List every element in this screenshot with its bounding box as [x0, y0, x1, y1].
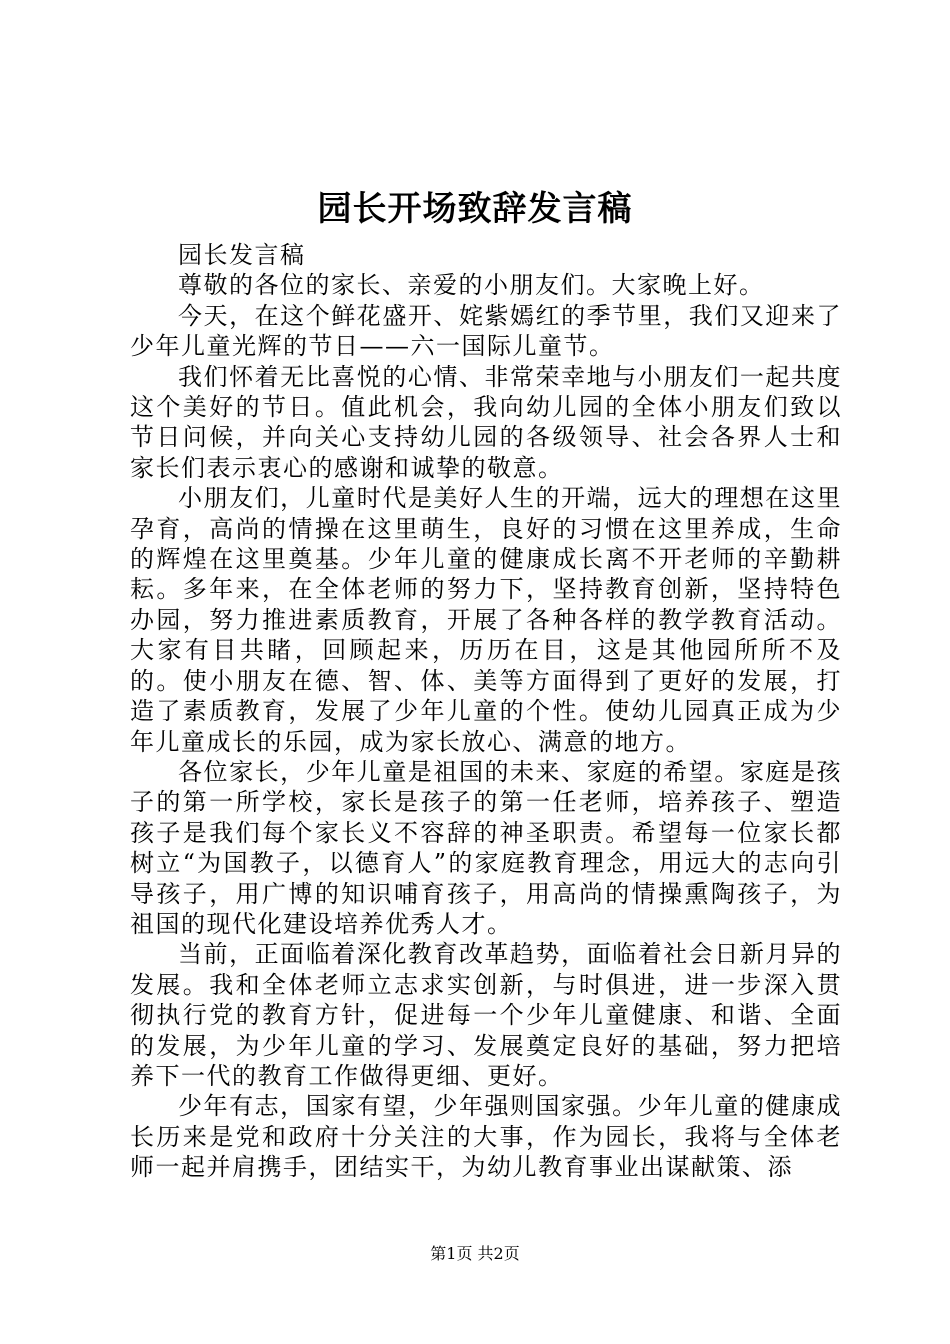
paragraph: 今天，在这个鲜花盛开、姹紫嫣红的季节里，我们又迎来了少年儿童光辉的节日——六一国际儿童节。 — [130, 301, 842, 361]
document-body — [130, 240, 842, 1183]
paragraph: 各位家长，少年儿童是祖国的未来、家庭的希望。家庭是孩子的第一所学校，家长是孩子的第一任老师，培养孩子、塑造孩子是我们每个家长义不容辞的神圣职责。希望每一位家长都树立“为国教子，以德育人”的家庭教育理念，用远大的志向引导孩子，用广博的知识哺育孩子，用高尚的情操熏陶孩子，为祖国的现代化建设培养优秀人才。 — [130, 757, 842, 938]
paragraph: 我们怀着无比喜悦的心情、非常荣幸地与小朋友们一起共度这个美好的节日。值此机会，我向幼儿园的全体小朋友们致以节日问候，并向关心支持幼儿园的各级领导、社会各界人士和家长们表示衷心的感谢和诚挚的敬意。 — [130, 362, 842, 482]
paragraph: 少年有志，国家有望，少年强则国家强。少年儿童的健康成长历来是党和政府十分关注的大事，作为园长，我将与全体老师一起并肩携手，团结实干，为幼儿教育事业出谋献策、添 — [130, 1092, 842, 1182]
page-number-footer: 第1页 共2页 — [430, 1244, 520, 1263]
paragraph-heading: 园长发言稿 — [178, 241, 306, 269]
document-title: 园长开场致辞发言稿 — [317, 189, 633, 229]
paragraph: 当前，正面临着深化教育改革趋势，面临着社会日新月异的发展。我和全体老师立志求实创新，与时俱进，进一步深入贯彻执行党的教育方针，促进每一个少年儿童健康、和谐、全面的发展，为少年儿童的学习、发展奠定良好的基础，努力把培养下一代的教育工作做得更细、更好。 — [130, 940, 842, 1090]
paragraph-greeting: 尊敬的各位的家长、亲爱的小朋友们。大家晚上好。 — [178, 271, 765, 300]
paragraph: 小朋友们，儿童时代是美好人生的开端，远大的理想在这里孕育，高尚的情操在这里萌生，良好的习惯在这里养成，生命的辉煌在这里奠基。少年儿童的健康成长离不开老师的辛勤耕耘。多年来，在全体老师的努力下，坚持教育创新，坚持特色办园，努力推进素质教育，开展了各种各样的教学教育活动。大家有目共睹，回顾起来，历历在目，这是其他园所所不及的。使小朋友在德、智、体、美等方面得到了更好的发展，打造了素质教育，发展了少年儿童的个性。使幼儿园真正成为少年儿童成长的乐园，成为家长放心、满意的地方。 — [130, 484, 842, 756]
